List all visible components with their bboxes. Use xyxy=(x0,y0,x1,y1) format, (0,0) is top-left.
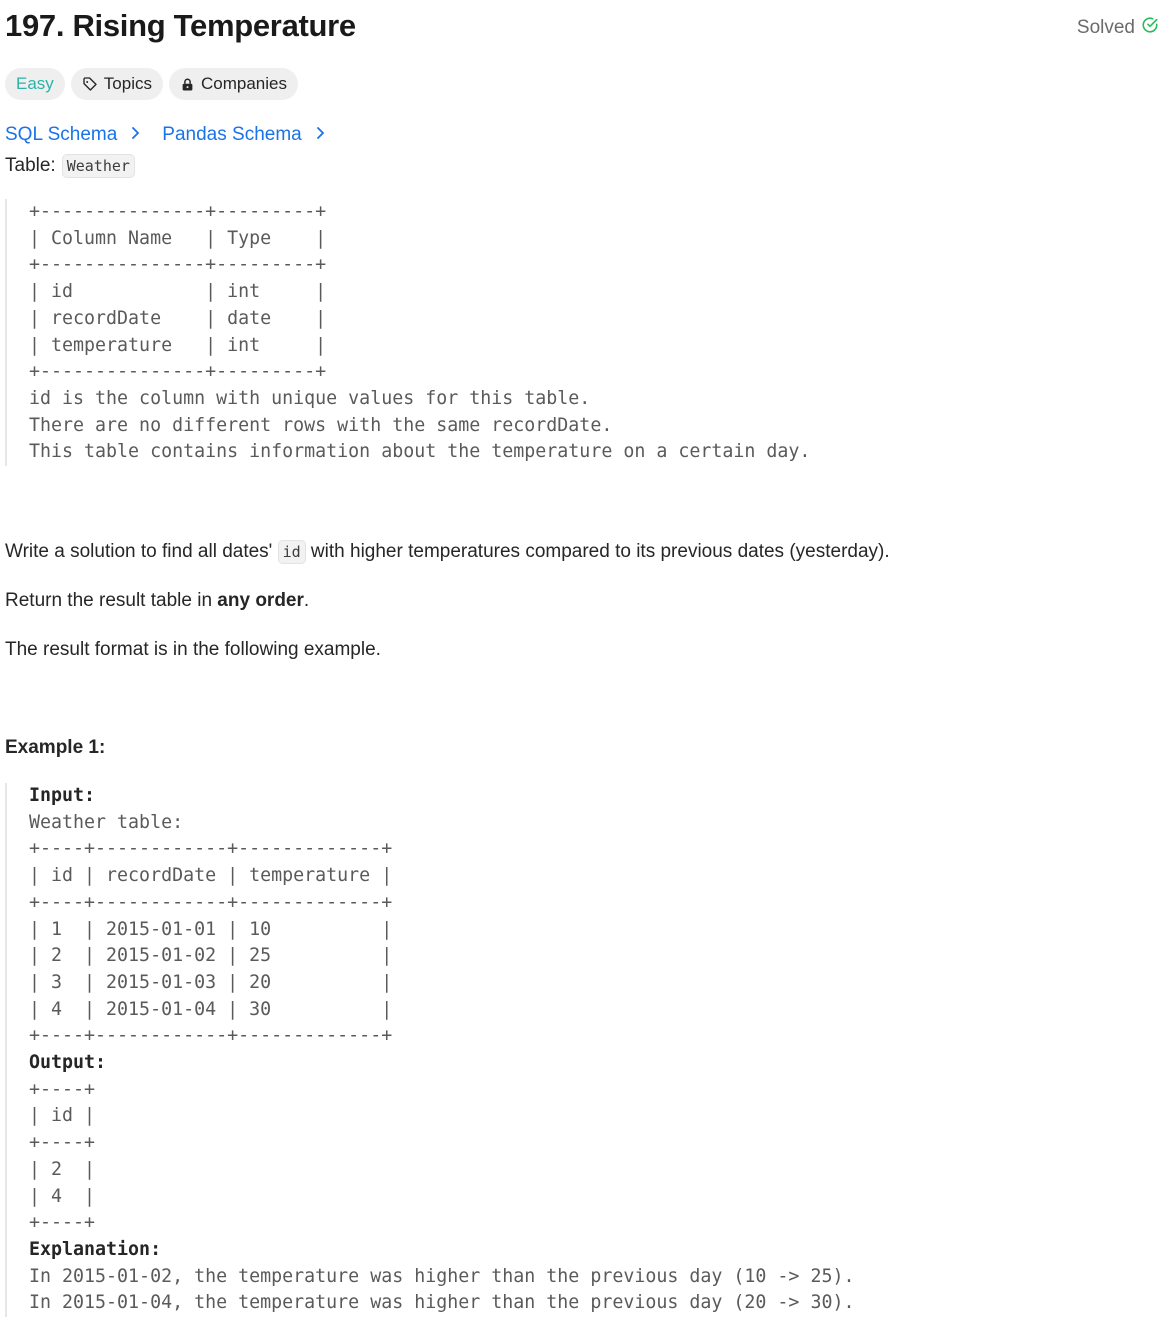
schema-links xyxy=(5,124,325,146)
description-text: Write a solution to find all dates' xyxy=(5,541,278,562)
explanation-text: In 2015-01-02, the temperature was higher than the previous day (10 -> 25). In 2015-01-04, the temperature was higher than the previous day (20 -> 30). xyxy=(29,1265,855,1314)
example-title: Example 1: xyxy=(5,737,106,758)
input-text: Weather table: +----+------------+-------------+ | id | recordDate | temperature | +----+------------+-------------+ | 1 | 2015-01-01 | 10 | | 2 | 2015-01-02 | 25 | | 3 | 2015-01-03 | 20 | | 4 | 2015-01-04 | 30 | +----+------------+-------------+ xyxy=(29,811,393,1047)
lock-icon xyxy=(180,77,195,92)
output-label: Output: xyxy=(29,1052,107,1074)
description-paragraph-3: The result format is in the following example. xyxy=(5,639,381,660)
solved-label: Solved xyxy=(1076,17,1135,38)
difficulty-badge[interactable]: Easy xyxy=(5,68,65,100)
chevron-right-icon xyxy=(131,124,140,146)
solved-status xyxy=(1077,16,1159,40)
sql-schema-label: SQL Schema xyxy=(5,124,118,145)
table-name-code: Weather xyxy=(62,154,135,178)
tag-row xyxy=(5,68,298,100)
explanation-label: Explanation: xyxy=(29,1238,162,1260)
check-circle-icon xyxy=(1141,16,1159,40)
table-name-line xyxy=(5,154,135,178)
input-label: Input: xyxy=(29,785,96,806)
description-text: . xyxy=(303,590,310,611)
id-inline-code: id xyxy=(278,540,306,564)
companies-tag-button[interactable] xyxy=(169,68,298,100)
table-label: Table: xyxy=(5,155,56,176)
chevron-right-icon xyxy=(316,124,325,146)
sql-schema-link[interactable] xyxy=(5,124,140,146)
topics-label: Topics xyxy=(103,74,152,93)
schema-code-block: +---------------+---------+ | Column Name | Type | +---------------+---------+ | id | int | | recordDate | date | | temperature | int | +---------------+---------+ id is the column with unique values for this table. There are no different rows with the same recordDate. This table contains information about the temperature on a certain day. xyxy=(5,199,810,466)
problem-title: 197. Rising Temperature xyxy=(5,8,356,43)
pandas-schema-link[interactable] xyxy=(162,124,324,146)
output-text: +----+ | id | +----+ | 2 | | 4 | +----+ xyxy=(29,1078,96,1234)
description-paragraph-2 xyxy=(5,590,309,612)
any-order-bold: any order xyxy=(217,590,304,611)
topics-tag-button[interactable] xyxy=(71,68,163,100)
description-paragraph-1 xyxy=(5,541,890,563)
description-text: with higher temperatures compared to its previous dates (yesterday). xyxy=(305,541,890,562)
example-code-block xyxy=(5,783,854,1317)
description-text: Return the result table in xyxy=(5,590,218,611)
tag-icon xyxy=(82,76,98,92)
companies-label: Companies xyxy=(200,74,287,93)
pandas-schema-label: Pandas Schema xyxy=(162,124,302,145)
